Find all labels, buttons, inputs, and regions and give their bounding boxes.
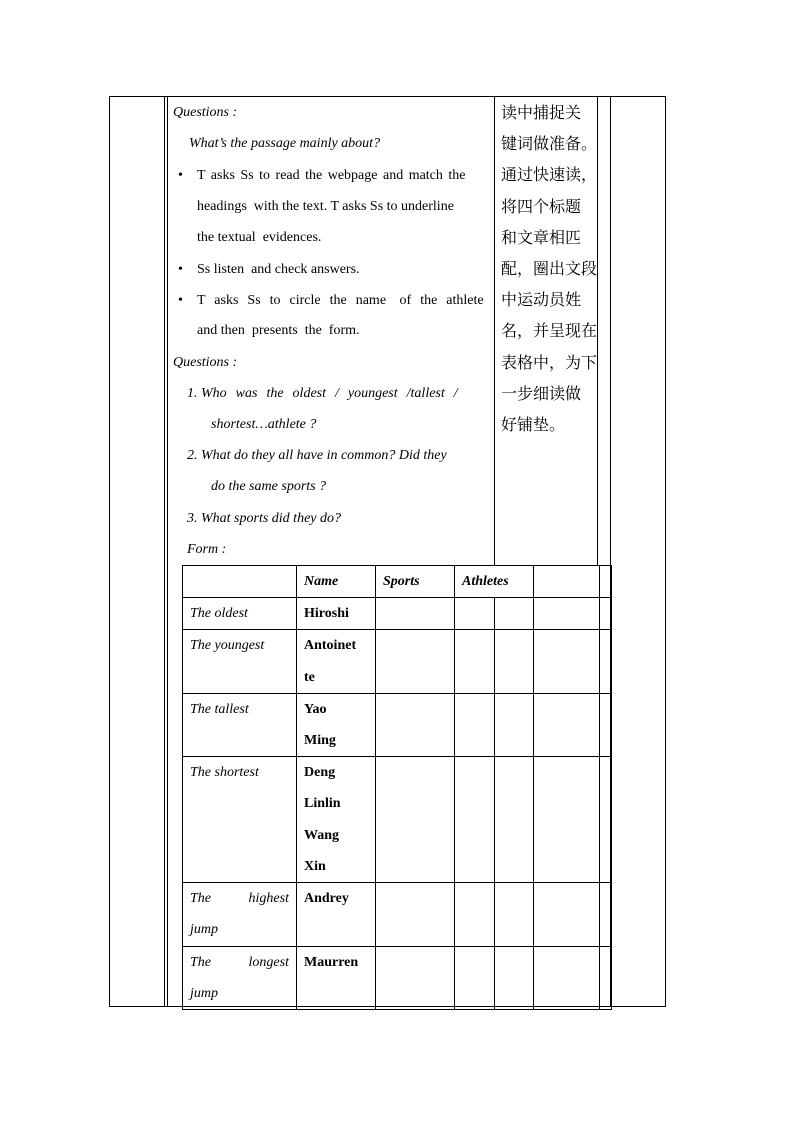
bullet-1-line-1: T asks Ss to read the webpage and match the: [197, 168, 466, 183]
purpose-line: 名，并呈现在: [501, 321, 598, 341]
empty-cell: [455, 693, 495, 756]
empty-cell: [534, 757, 600, 883]
row-label: The tallest: [183, 693, 297, 756]
purpose-line: 表格中，为下: [501, 352, 598, 372]
table-row: [183, 693, 612, 756]
empty-cell: [534, 946, 600, 1009]
row-name: Deng Linlin Wang Xin: [297, 757, 376, 883]
empty-cell: [534, 883, 600, 946]
purpose-line: 配，圈出文段: [501, 259, 598, 279]
table-row: [183, 946, 612, 1009]
bullet-3-line-2: and then presents the form.: [197, 323, 360, 338]
empty-cell: [455, 946, 495, 1009]
empty-cell: [376, 757, 455, 883]
empty-cell: [376, 883, 455, 946]
empty-cell: [534, 693, 600, 756]
row-name: Maurren: [297, 946, 376, 1009]
empty-cell: [455, 883, 495, 946]
bullet-1-line-3: the textual evidences.: [197, 230, 322, 245]
empty-cell: [600, 946, 612, 1009]
empty-cell: [600, 757, 612, 883]
header-cell-empty: [183, 566, 297, 598]
empty-cell: [495, 883, 534, 946]
row-label: The highest jump: [183, 883, 297, 946]
question-1-number: 1.: [187, 386, 198, 401]
questions-heading: Questions :: [173, 355, 238, 370]
header-cell-empty: [600, 566, 612, 598]
header-sports: Sports: [376, 566, 455, 598]
empty-cell: [600, 598, 612, 630]
empty-cell: [376, 693, 455, 756]
column-divider-4: [597, 96, 598, 566]
empty-cell: [495, 630, 534, 693]
question-1-line-2: shortest…athlete ?: [211, 417, 317, 432]
empty-cell: [600, 883, 612, 946]
empty-cell: [534, 598, 600, 630]
row-name: Yao Ming: [297, 693, 376, 756]
purpose-line: 和文章相匹: [501, 227, 582, 247]
table-row: [183, 883, 612, 946]
row-label: The oldest: [183, 598, 297, 630]
empty-cell: [376, 946, 455, 1009]
purpose-line: 通过快速读，: [501, 165, 598, 185]
empty-cell: [455, 630, 495, 693]
table-right-border: [665, 96, 666, 1007]
purpose-text: [501, 97, 598, 440]
row-label: The shortest: [183, 757, 297, 883]
empty-cell: [495, 693, 534, 756]
purpose-line: 键词做准备。: [501, 134, 598, 154]
question-3-line-1: What sports did they do?: [201, 511, 341, 526]
empty-cell: [600, 693, 612, 756]
column-divider-1: [164, 96, 165, 1007]
empty-cell: [376, 598, 455, 630]
empty-cell: [376, 630, 455, 693]
empty-cell: [495, 598, 534, 630]
bullet-3-line-1: T asks Ss to circle the name of the athlete: [197, 293, 484, 308]
purpose-line: 将四个标题: [501, 196, 582, 216]
question-1-line-1: Who was the oldest / youngest /tallest /: [201, 386, 458, 401]
row-label: The youngest: [183, 630, 297, 693]
header-name: Name: [297, 566, 376, 598]
row-name: Andrey: [297, 883, 376, 946]
empty-cell: [534, 630, 600, 693]
bullet-dot: •: [178, 262, 183, 277]
main-question: What’s the passage mainly about?: [189, 136, 381, 151]
table-left-border: [109, 96, 110, 1007]
empty-cell: [495, 946, 534, 1009]
purpose-line: 一步细读做: [501, 383, 582, 403]
purpose-line: 好铺垫。: [501, 415, 566, 435]
questions-heading: Questions :: [173, 105, 238, 120]
question-2-line-1: What do they all have in common? Did they: [201, 448, 447, 463]
empty-cell: [600, 630, 612, 693]
purpose-line: 读中捕捉关: [501, 103, 582, 122]
bullet-1-line-2: headings with the text. T asks Ss to underline: [197, 199, 454, 214]
row-name: Antoinet te: [297, 630, 376, 693]
empty-cell: [455, 757, 495, 883]
question-3-number: 3.: [187, 511, 198, 526]
table-row: [183, 598, 612, 630]
bullet-dot: •: [178, 293, 183, 308]
table-row: [183, 630, 612, 693]
column-divider-3: [494, 96, 495, 566]
header-athletes: Athletes: [455, 566, 534, 598]
row-name: Hiroshi: [297, 598, 376, 630]
table-row: [183, 757, 612, 883]
header-cell-empty: [534, 566, 600, 598]
column-divider-2: [167, 96, 168, 1007]
bullet-dot: •: [178, 168, 183, 183]
bullet-2-line-1: Ss listen and check answers.: [197, 262, 360, 277]
empty-cell: [455, 598, 495, 630]
question-2-line-2: do the same sports ?: [211, 479, 327, 494]
athlete-form-table: [182, 565, 612, 1010]
question-2-number: 2.: [187, 448, 198, 463]
table-header-row: [183, 566, 612, 598]
form-label: Form :: [187, 542, 227, 557]
purpose-line: 中运动员姓: [501, 290, 582, 310]
empty-cell: [495, 757, 534, 883]
row-label: The longest jump: [183, 946, 297, 1009]
